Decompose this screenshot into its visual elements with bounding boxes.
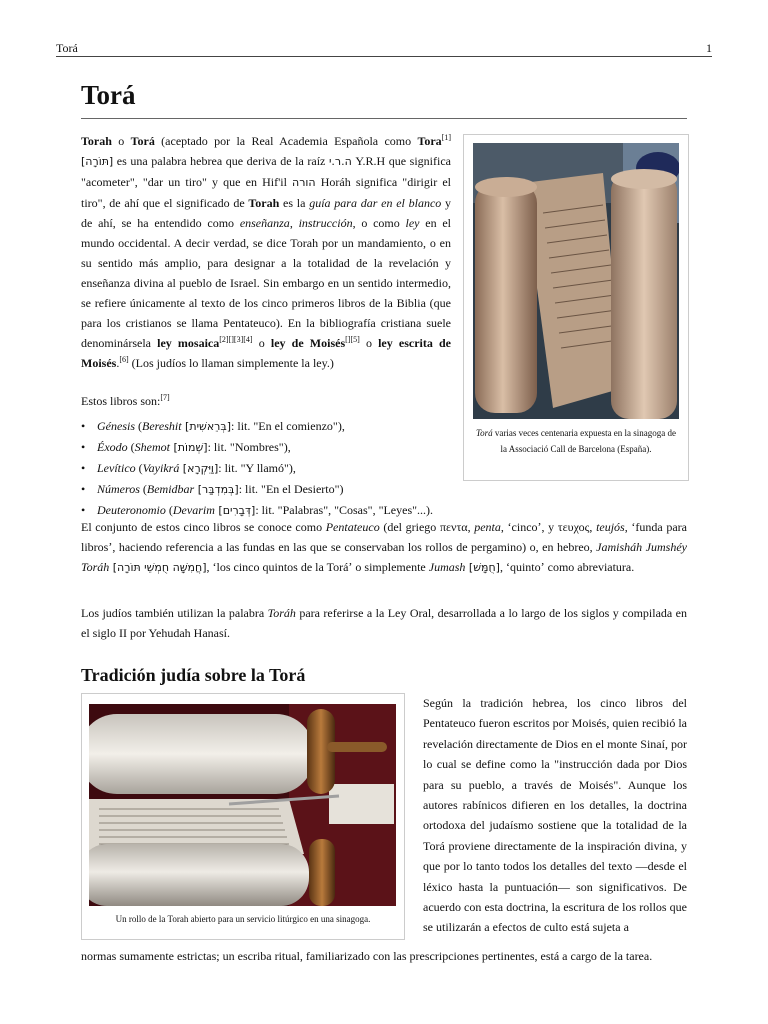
open-torah-photo [89,704,396,906]
ref-link[interactable]: [][5] [345,335,360,344]
hebrew-hifil: הורה [292,176,316,189]
torah-scroll-photo [473,143,679,419]
list-item: • Levítico (Vayikrá [וַיִּקְרָא]: lit. "Y llamó"), [81,458,681,479]
ref-link[interactable]: [7] [160,393,170,402]
books-list [81,416,681,521]
ref-link[interactable]: [6] [119,355,129,364]
ref-link[interactable]: [1] [441,133,452,142]
books-intro: Estos libros son:[7] [81,393,170,408]
running-title: Torá [56,41,78,55]
term-tora: Torá [130,134,155,148]
term-tora2: Tora [417,134,442,148]
pentateuco-paragraph: El conjunto de estos cinco libros se conoce como Pentateuco (del griego πεντα, penta, ʻcincoʼ, y τευχος, teujós, ʻfunda para librosʼ, haciendo referencia a las fundas en las que se conservaban los rollos de pergamino) o, en hebreo, Jamisháh Jumshéy Toráh [חֲמִשָּׁה חֻמְשֵׁי תּוֹרָה], ʻlos cinco quintos de la Toráʼ o simplemente Jumash [חֻמָּשׁ], ʻquintoʼ como abreviatura. [81,520,687,574]
list-item: • Éxodo (Shemot [שְׁמוֹת]: lit. "Nombres"), [81,437,681,458]
running-header [56,40,712,57]
figure-caption: Un rollo de la Torah abierto para un servicio litúrgico en una sinagoga. [115,914,371,924]
ref-link[interactable]: [2][][3][4] [219,335,253,344]
term-ley-moises: ley de Moisés [270,336,346,350]
figure-caption: Torá varias veces centenaria expuesta en la sinagoga de la Associació Call de Barcelona (España). [475,428,677,454]
figure-torah-open [81,693,405,940]
term-torah: Torah [81,134,112,148]
list-item: • Números (Bemidbar [בְּמִדְבַּר]: lit. "En el Desierto") [81,479,681,500]
tradicion-paragraph-continued: normas sumamente estrictas; un escriba ritual, familiarizado con las prescripciones pertinentes, está a cargo de la tarea. [81,949,653,963]
list-item: • Génesis (Bereshit [בְּרֵאשִׁית]: lit. "En el comienzo"), [81,416,681,437]
tradicion-paragraph: Según la tradición hebrea, los cinco libros del Pentateuco fueron escritos por Moisés, quien recibió la revelación directamente de Dios en el monte Sinaí, por lo cual se define como la "instrucción dada por Dios para su pueblo, a través de Moisés". Aunque los autores rabínicos difieren en los detalles, la doctrina ortodoxa del judaísmo sostiene que la totalidad de la Torá proviene directamente de la inspiración divina, y que por lo tanto todos los detalles del texto —desde el léxico hasta la puntuación— son significativos. De acuerdo con esta doctrina, la escritura de los rollos que se utilizarán a efectos de culto está sujeta a [423,696,687,935]
page-number: 1 [706,41,712,55]
title-rule [81,118,687,119]
intro-paragraph: Torah o Torá (aceptado por la Real Academia Española como Tora[1] [תּוֹרָה] es una palabra hebrea que deriva de la raíz ה.ר.י Y.R.H que significa "acometer", "dar un tiro" y que en Hif'il הורה Horáh significa "dirigir el tiro", de ahí que el significado de Torah es la guía para dar en el blanco y de ahí, se ha entendido como enseñanza, instrucción, o como ley en el mundo occidental. A decir verdad, se dice Torah por un mandamiento, o en su sentido más amplio, para designar a la totalidad de la revelación y enseñanza divina al pueblo de Israel. Sin embargo en un sentido intermedio, se refiere únicamente al texto de los cinco primeros libros de la Biblia (que para los cristianos se llama Pentateuco). En la bibliografía cristiana suele denominársela ley mosaica[2][][3][4] o ley de Moisés[][5] o ley escrita de Moisés.[6] (Los judíos lo llaman simplemente la ley.) [81,133,452,370]
term-ley-mosaica: ley mosaica [157,336,220,350]
article-title: Torá [81,80,136,110]
ley-oral-paragraph: Los judíos también utilizan la palabra Toráh para referirse a la Ley Oral, desarrollada a lo largo de los siglos y compilada en el siglo II por Yehudah Hanasí. [81,606,687,640]
hebrew-root: ה.ר.י [328,155,352,168]
hebrew-term: [תּוֹרָה] [81,155,114,168]
section-heading: Tradición judía sobre la Torá [81,665,306,685]
term-ley-escrita: ley escrita de Moisés [81,336,451,370]
list-item: • Deuteronomio (Devarim [דְּבָרִים]: lit. "Palabras", "Cosas", "Leyes"...). [81,500,681,521]
